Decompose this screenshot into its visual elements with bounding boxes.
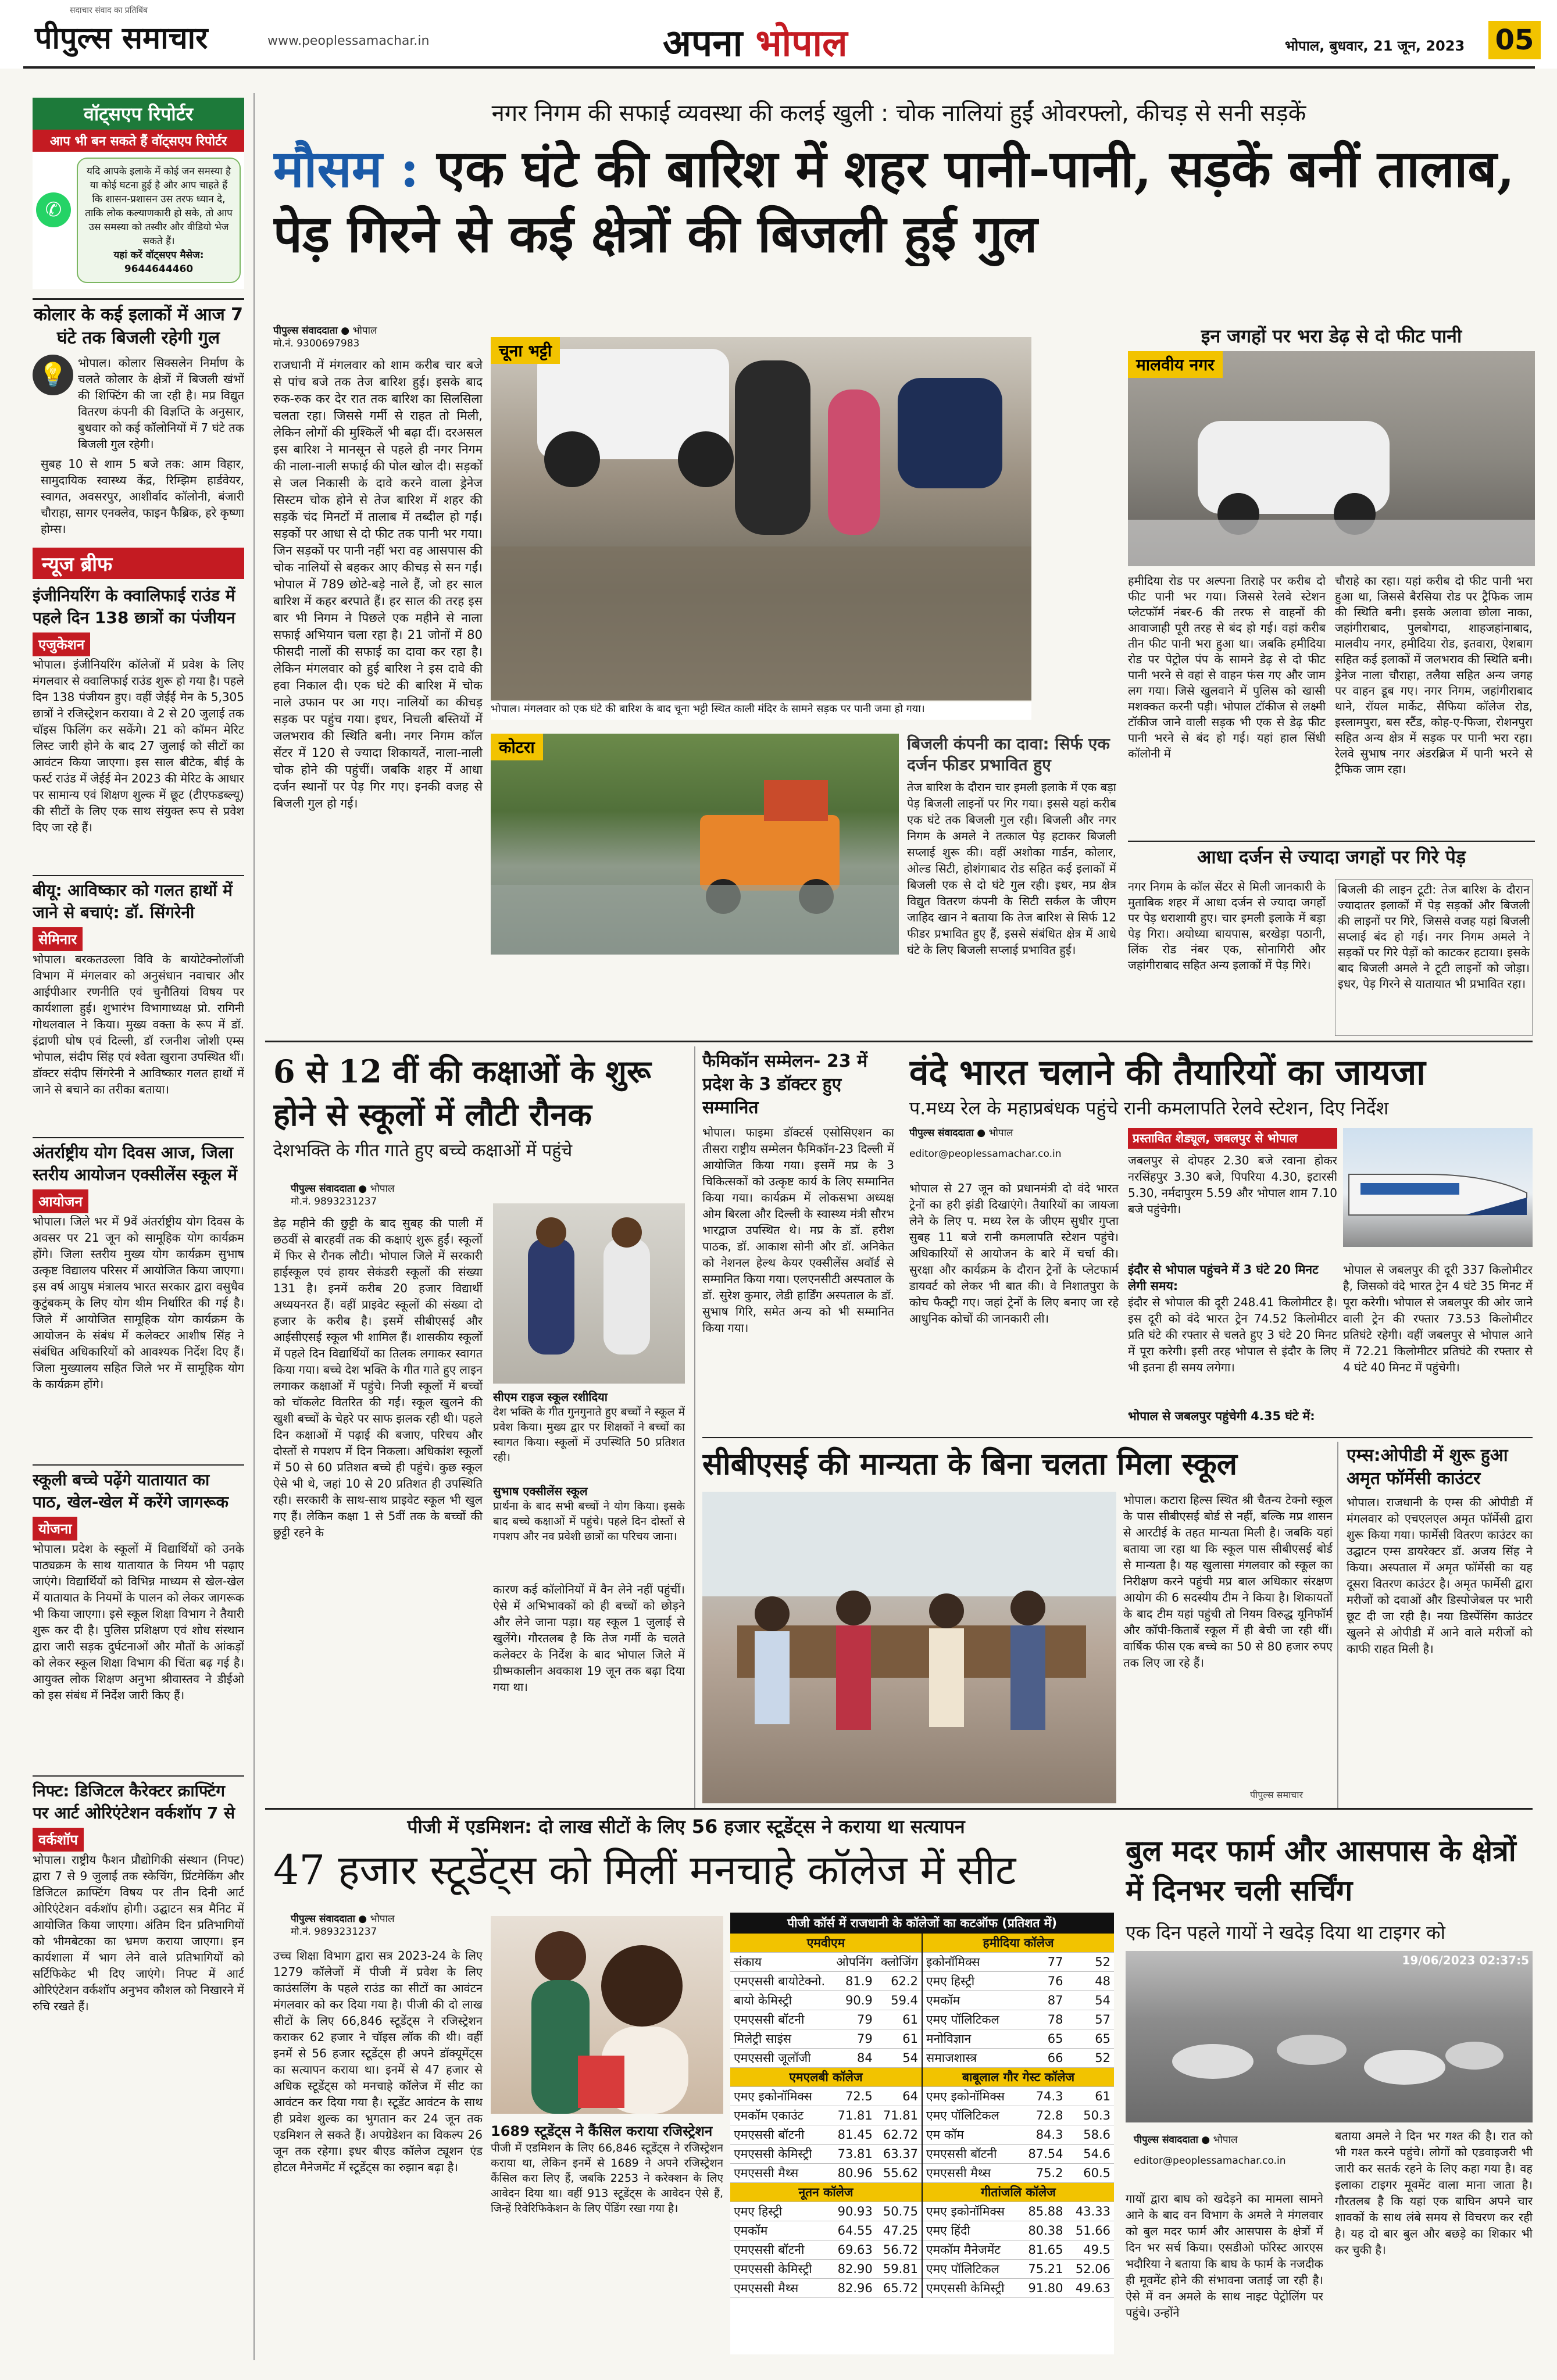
brief3-headline: अंतर्राष्ट्रीय योग दिवस आज, जिला स्तरीय आयोजन एक्सीलेंस स्कूल में [33,1143,238,1184]
cutoff-row [923,2240,1114,2260]
cutoff-row [923,1991,1114,2010]
cutoff-closing: 55.62 [876,2164,922,2183]
cutoff-course: एम कॉम [923,2125,1019,2145]
cutoff-row [923,2010,1114,2029]
brief5-tag: वर्कशॉप [33,1828,84,1852]
brief2-tag: सेमिनार [33,927,83,951]
cutoff-closing: 61 [1067,2087,1115,2106]
masthead-rule [23,66,1535,69]
cutoff-section-label: बाबूलाल गौर गेस्ट कॉलेज [923,2068,1114,2087]
power-cut-body: भोपाल। कोलार सिक्सलेन निर्माण के चलते कोलार के क्षेत्रों में बिजली खंभों की शिफ्टिंग की जा रही है। मप्र विद्युत वितरण कंपनी की विज्ञप्ति के अनुसार, बुधवार को कई कॉलोनियों में 7 घंटे तक बिजली गुल रहेगी। [78,356,244,451]
excellence-body: प्रार्थना के बाद सभी बच्चों ने योग किया। इसके बाद बच्चे कक्षाओं में पहुंचे। पहले दिन दोस्तों से गपशप और नव प्रवेशी छात्रों का परिचय जाना। [493,1500,685,1543]
power-cut-story [33,298,244,537]
whatsapp-box [33,98,244,289]
photo-malviya-nagar [1128,351,1535,566]
photo-choona-bhatti [491,337,1031,701]
cutoff-course: एमएससी मैथ्स [730,2279,831,2298]
cutoff-opening: 85.88 [1019,2202,1066,2221]
photo-cbse-school [702,1492,1116,1803]
brief1-body: भोपाल। इंजीनियरिंग कॉलेजों में प्रवेश के लिए मंगलवार से क्वालिफाई राउंड शुरू हो गया है। पहले दिन 138 पंजीयन हुए। वहीं जेईई मेन के 5,305 छात्रों ने रजिस्ट्रेशन कराया। वे 2 से 20 जुलाई तक चॉइस फिलिंग कर सकेंगे। 21 को कॉमन मेरिट लिस्ट जारी होने के बाद 27 जुलाई को सीटों का आवंटन किया जाएगा। इस साल बीटेक, बीई के फर्स्ट राउंड में जेईई मेन 2023 की मेरिट के आधार पर सामान्य एवं शिक्षण शुल्क में छूट (टीएफडब्ल्यू) की सीटों के लिए एक साथ संयुक्त रूप से प्रवेश दिए जा रहे हैं। [33,657,244,834]
cutoff-section-label: एमवीएम [730,1934,922,1953]
col-divider-aiims [1337,1442,1338,1808]
cutoff-course: एमकॉम [923,1991,1019,2010]
cutoff-closing: 47.25 [876,2221,922,2240]
cutoff-opening: 72.8 [1019,2106,1066,2125]
tiger-byline-place: भोपाल [1213,2134,1238,2146]
mid-rule [702,1437,1533,1438]
cutoff-opening: 71.81 [831,2106,876,2125]
cutoff-course: एमएससी मैथ्स [730,2164,831,2183]
pg-byline-name: पीपुल्स संवाददाता [291,1913,355,1925]
col-divider-schools [694,1046,695,1808]
cutoff-course: एमए हिंदी [923,2221,1019,2240]
cutoff-row [730,2049,922,2068]
cbse-photo-credit: पीपुल्स समाचार [1250,1789,1304,1800]
cutoff-row [730,2202,922,2221]
dateline: भोपाल, बुधवार, 21 जून, 2023 [1285,38,1465,54]
cutoff-row [730,2221,922,2240]
cutoff-opening: 80.38 [1019,2221,1066,2240]
cutoff-closing: 58.6 [1067,2125,1115,2145]
cutoff-row [923,2279,1114,2298]
tiger-subhead: एक दिन पहले गायों ने खदेड़ दिया था टाइगर को [1126,1921,1445,1943]
vande-email[interactable]: editor@peoplessamachar.co.in [909,1148,1062,1160]
cutoff-row [923,2145,1114,2164]
schools-headline: 6 से 12 वीं की कक्षाओं के शुरू होने से स्कूलों में लौटी रौनक [273,1053,651,1133]
brief3-body: भोपाल। जिले भर में 9वें अंतर्राष्ट्रीय योग दिवस के अवसर पर 21 जून को सामूहिक योग कार्यक्रम होंगे। जिला स्तरीय मुख्य योग कार्यक्रम सुभाष उत्कृष्ट विद्यालय परिसर में आयोजित किया जाएगा। इस वर्ष आयुष मंत्रालय भारत सरकार द्वारा वसुधैव कुटुंबकम् के लिए योग थीम निर्धारित की गई है। जिले में आयोजित सामूहिक योग कार्यक्रम के आयोजन के संबंध में कलेक्टर आशीष सिंह ने संबंधित अधिकारियों को आवश्यक निर्देश दिए हैं। जिला मुख्यालय सहित जिले भर में सामूहिक योग के कार्यक्रम होंगे। [33,1214,244,1391]
cutoff-row [923,2221,1114,2240]
photo-kotra [491,734,899,955]
power-claim [907,734,1116,1036]
photo-school-students [493,1203,685,1384]
cutoff-opening: 82.90 [831,2260,876,2279]
water-body-1: हमीदिया रोड पर अल्पना तिराहे पर करीब दो फीट पानी भर गया। जिससे रेलवे स्टेशन प्लेटफॉर्म नंबर-6 की तरफ से वाहनों की आवाजाही पूरी तरह से बंद हो गई। वहां करीब तीन फीट पानी भरा हुआ था। जबकि हमीदिया रोड पर पेट्रोल पंप के सामने डेढ़ से दो फीट पानी भरने से वहां से वाहन फंस गए और जाम लग गया। जिसे खुलवाने में पुलिस को खासी मशक्कत करनी पड़ी। भोपाल टॉकीज से लक्ष्मी टॉकीज जाने वाली सड़क भी एक से डेढ़ फीट पानी भरने से बंद हो गई। यहां हाल सिंधी कॉलोनी में [1128,574,1326,760]
tiger-body-2: बताया अमले ने दिन भर गश्त की है। रात को भी गश्त करने पहुंचे। लोगों को एडवाइजरी भी जारी कर सतर्क रहने के लिए कहा गया है। वह इलाका टाइगर मूवमेंट वाला माना जाता है। गौरतलब है कि यहां एक बाघिन अपने चार शावकों के साथ लंबे समय से विचरण कर रही है। यह दो बार बुल और बछड़े का शिकार भी कर चुकी है। [1335,2129,1533,2257]
cutoff-course: एमकॉम मैनेजमेंट [923,2240,1019,2260]
cutoff-closing: 51.66 [1067,2221,1115,2240]
cutoff-course: एमएससी बॉटनी [730,2010,831,2029]
section-title-b: भोपाल [755,22,848,65]
schools-byline: पीपुल्स संवाददाता ● भोपाल मो.नं. 9893231237 [291,1182,488,1208]
pg-byline-place: भोपाल [370,1913,395,1925]
photo-malviya-art [1128,351,1535,566]
cutoff-opening: 79 [831,2010,876,2029]
cutoff-section-row [923,2068,1114,2087]
pg-caption-head: 1689 स्टूडेंट्स ने कैंसिल कराया रजिस्ट्रेशन [491,2123,713,2139]
cutoff-table-col1 [730,1934,922,2298]
vande-subhead: प.मध्य रेल के महाप्रबंधक पहुंचे रानी कमलापति रेलवे स्टेशन, दिए निर्देश [909,1097,1389,1119]
schools-body-2: कारण कई कॉलोनियों में वैन लेने नहीं पहुंचीं। ऐसे में अभिभावकों को ही बच्चों को छोड़ने और लेने जाना पड़ा। यह स्कूल 1 जुलाई से खुलेंगे। गौरतलब है कि तेज गर्मी के चलते कलेक्टर के निर्देश के बाद भोपाल जिले में ग्रीष्मकालीन अवकाश 19 जून तक बढ़ा दिया गया था। [493,1582,685,1694]
cutoff-closing: 50.3 [1067,2106,1115,2125]
cbse-body: भोपाल। कटारा हिल्स स्थित श्री चैतन्य टेक्नो स्कूल के पास सीबीएसई बोर्ड से नहीं, बल्कि मप्र शासन से आरटीई के तहत मान्यता मिली है। जबकि यहां बताया जा रहा था कि स्कूल पास सीबीएसई बोर्ड से मान्यता है। यह खुलासा मंगलवार को स्कूल का निरीक्षण करने पहुंची मप्र बाल अधिकार संरक्षण आयोग की 6 सदस्यीय टीम ने किया है। शिकायतों के बाद टीम यहां पहुंची तो नियम विरुद्ध यूनिफॉर्म और कॉपी-किताबें स्कूल में ही बेची जा रही थीं। वार्षिक फीस एक बच्चे का 50 से 80 हजार रुपए तक लिए जा रहे हैं। [1123,1493,1333,1670]
brief4-body: भोपाल। प्रदेश के स्कूलों में विद्यार्थियों को उनके पाठ्यक्रम के साथ यातायात के नियम भी पढ़ाए जाएंगे। विद्यार्थियों को विभिन्न माध्यम से खेल-खेल में यातायात के नियमों के पालन को लेकर जागरूक भी किया जाएगा। इसे स्कूल शिक्षा विभाग ने तैयारी शुरू कर दी है। पुलिस प्रशिक्षण एवं शोध संस्थान द्वारा जारी सड़क दुर्घटनाओं और मौतों के आंकड़ों को लेकर स्कूल शिक्षा विभाग की चिंता बढ़ गई है। आयुक्त लोक शिक्षण अनुभा श्रीवास्तव ने डीईओ को इस संबंध में निर्देश जारी किए हैं। [33,1542,244,1702]
whatsapp-cta: यहां करें वॉट्सएप मैसेज: [113,249,204,261]
cutoff-closing: 57 [1067,2010,1115,2029]
aiims-headline: एम्स:ओपीडी में शुरू हुआ अमृत फॉर्मेसी काउंटर [1347,1445,1508,1489]
lead-headline-tag: मौसम : [273,138,419,199]
power-cut-headline: कोलार के कई इलाकों में आज 7 घंटे तक बिजली रहेगी गुल [33,305,244,348]
cutoff-opening: 78 [1019,2010,1066,2029]
cutoff-opening: 82.96 [831,2279,876,2298]
cutoff-row [730,2125,922,2145]
cutoff-opening: 81.65 [1019,2240,1066,2260]
brief-yoga [33,1137,244,1457]
brief-bu [33,875,244,1130]
lead-mobile: मो.नं. 9300697983 [273,338,360,349]
tiger-byline: पीपुल्स संवाददाता ● भोपाल editor@peoplessamachar.co.in [1134,2134,1331,2167]
cutoff-closing: 48 [1067,1972,1115,1991]
schools-byline-place: भोपाल [370,1183,395,1195]
cutoff-row [730,2164,922,2183]
cutoff-course: मनोविज्ञान [923,2029,1019,2049]
photo-cows-art [1126,1951,1533,2122]
pg-headline: 47 हजार स्टूडेंट्स को मिलीं मनचाहे कॉलेज में सीट [273,1846,1016,1894]
cutoff-closing: 52 [1067,1953,1115,1972]
cutoff-closing: 62.72 [876,2125,922,2145]
cutoff-opening: 69.63 [831,2240,876,2260]
cutoff-section-row [730,2068,922,2087]
cutoff-opening: 73.81 [831,2145,876,2164]
cutoff-section-row [730,1934,922,1953]
cutoff-row [730,1991,922,2010]
excellence-head: सुभाष एक्सीलेंस स्कूल [493,1484,588,1498]
schedule-tag: प्रस्तावित शेड्यूल, जबलपुर से भोपाल [1128,1128,1337,1149]
cutoff-course: एमएससी केमिस्ट्री [730,2145,831,2164]
cutoff-course: संकाय [730,1953,831,1972]
cutoff-course: एमए इकोनॉमिक्स [923,2202,1019,2221]
schools-subhead: देशभक्ति के गीत गाते हुए बच्चे कक्षाओं में पहुंचे [273,1141,573,1161]
cutoff-closing: 60.5 [1067,2164,1115,2183]
brief2-headline: बीयू: आविष्कार को गलत हाथों में जाने से बचाएं: डॉ. सिंगरेनी [33,881,233,922]
cutoff-opening: 87.54 [1019,2145,1066,2164]
photo2-tag: कोटरा [491,734,543,760]
cutoff-row [730,2145,922,2164]
cutoff-closing: 62.2 [876,1972,922,1991]
cutoff-course: एमए इकोनॉमिक्स [730,2087,831,2106]
cutoff-row [730,1953,922,1972]
cutoff-closing: 43.33 [1067,2202,1115,2221]
vande-schedule [1128,1128,1337,1238]
vande-train-art [1343,1128,1533,1247]
cutoff-row [730,2106,922,2125]
cutoff-opening: 64.55 [831,2221,876,2240]
cutoff-opening: 75.21 [1019,2260,1066,2279]
photo-cows-field [1126,1951,1533,2122]
cutoff-course: मिलेट्री साइंस [730,2029,831,2049]
cutoff-course: एमकॉम [730,2221,831,2240]
vande-timing [1128,1262,1337,1424]
whatsapp-subtitle: आप भी बन सकते हैं वॉट्सएप रिपोर्टर [33,130,244,152]
photo-student-woman [491,1916,723,2114]
cutoff-opening: 91.80 [1019,2279,1066,2298]
brief3-tag: आयोजन [33,1189,88,1213]
lead-headline [273,136,1529,266]
photo-vande-train [1343,1128,1533,1247]
power-cut-list: सुबह 10 से शाम 5 बजे तक: आम विहार, सामुदायिक स्वास्थ्य केंद्र, रिम्झिम हार्डवेयर, स्वागत, अवसरपुर, आशीर्वाद कॉलोनी, बंजारी चौराहा, सागर एनक्लेव, फाइन फैब्रिक, हरे कृष्णा होम्स। [41,457,244,536]
cutoff-course: एमए इकोनॉमिक्स [923,2087,1019,2106]
lead-byline-place: भोपाल [352,325,377,337]
cutoff-closing: 54 [876,2049,922,2068]
cutoff-closing: 61 [876,2010,922,2029]
cutoff-course: एमएससी बॉटनी [923,2145,1019,2164]
cutoff-course: समाजशास्त्र [923,2049,1019,2068]
tiger-body-1: गायों द्वारा बाघ को खदेड़ने का मामला सामने आने के बाद वन विभाग के अमले ने मंगलवार को बुल मदर फार्म और आसपास के क्षेत्रों में दिन भर सर्च किया। एसडीओ फॉरेस्ट आरएस भदौरिया ने बताया कि बाघ के फार्म के नजदीक ही मूवमेंट होने की संभावना जताई जा रही है। ऐसे में वन अमले के साथ नाइट पेट्रोलिंग पर पहुंचे। उन्होंने [1126,2192,1323,2320]
sidebar [33,98,244,2353]
brief1-tag: एजुकेशन [33,632,90,656]
whatsapp-body: यदि आपके इलाके में कोई जन समस्या है या कोई घटना हुई है और आप चाहते हैं कि शासन-प्रशासन उस तरफ ध्यान दे, ताकि लोक कल्याणकारी हो सके, तो आप उस समस्या को तस्वीर और वीडियो भेज सकते हैं। [85,166,233,247]
cutoff-opening: 80.96 [831,2164,876,2183]
tiger-byline-name: पीपुल्स संवाददाता [1134,2134,1198,2146]
cutoff-closing: क्लोजिंग [876,1953,922,1972]
schedule-text: जबलपुर से दोपहर 2.30 बजे रवाना होकर नरसिंहपुर 3.30 बजे, पिपरिया 4.30, इटारसी 5.30, नर्मदापुरम 5.59 और भोपाल शाम 7.10 बजे पहुंचेगी। [1128,1153,1337,1216]
cutoff-row [730,2260,922,2279]
cutoff-section-label: एमएलबी कॉलेज [730,2068,922,2087]
cutoff-closing: 59.81 [876,2260,922,2279]
cutoff-section-row [923,1934,1114,1953]
photo-school-art [493,1203,685,1384]
cutoff-opening: 65 [1019,2029,1066,2049]
cutoff-closing: 65 [1067,2029,1115,2049]
cutoff-row [923,1972,1114,1991]
cutoff-closing: 50.75 [876,2202,922,2221]
brief5-body: भोपाल। राष्ट्रीय फैशन प्रौद्योगिकी संस्थान (निफ्ट) द्वारा 7 से 9 जुलाई तक स्केचिंग, प्रिंटमेकिंग और डिजिटल क्राफ्टिंग विषय पर तीन दिनी आर्ट ओरिएंटेशन वर्कशॉप होगी। उद्घाटन सत्र मैनिट में आयोजित किया जाएगा। अंतिम दिन प्रतिभागियों को भीमबेटका का भ्रमण कराया जाएगा। इन कार्यशाला में भाग लेने वाले प्रतिभागियों को सर्टिफिकेट भी दिए जाएंगे। निफ्ट में आर्ट ओरिएंटेशन वर्कशॉप अनुभव कौशल को निखारने में रुचि रखते हैं। [33,1853,244,2013]
pharma-headline: फैमिकॉन सम्मेलन- 23 में प्रदेश के 3 डॉक्टर हुए सम्मानित [702,1051,867,1118]
timing-body: इंदौर से भोपाल की दूरी 248.41 किलोमीटर है। इस दूरी को वंदे भारत ट्रेन 74.52 किलोमीटर प्रति घंटे की रफ्तार से चलते हुए 3 घंटे 20 मिनट में पूरा करेगी। इसी तरह भोपाल से इंदौर के लिए भी इतना ही समय लगेगा। [1128,1295,1337,1374]
jabalpur-head: भोपाल से जबलपुर पहुंचेगी 4.35 घंटे में: [1128,1409,1315,1423]
cutoff-course: एमए हिस्ट्री [923,1972,1019,1991]
pg-caption-body: पीजी में एडमिशन के लिए 66,846 स्टूडेंट्स ने रजिस्ट्रेशन कराया था, लेकिन इनमें से 1689 ने अपने रजिस्ट्रेशन कैंसिल करा लिए हैं, जबकि 2253 ने करेक्शन के लिए आवेदन दिया था। वहीं 913 स्टूडेंट्स के आवेदन ऐसे हैं, जिन्हें रिवेरिफिकेशन के लिए पेंडिंग रखा गया है। [491,2142,723,2215]
cutoff-closing: 56.72 [876,2240,922,2260]
school-caption-body: देश भक्ति के गीत गुनगुनाते हुए बच्चों ने स्कूल में प्रवेश किया। मुख्य द्वार पर शिक्षकों ने बच्चों का स्वागत किया। स्कूलों में उपस्थिति 50 प्रतिशत रही। [493,1406,685,1464]
cutoff-row [923,2029,1114,2049]
lead-headline-text: एक घंटे की बारिश में शहर पानी-पानी, सड़कें बनीं तालाब, पेड़ गिरने से कई क्षेत्रों की बिजली हुई गुल [273,138,1515,264]
school-photo-caption [493,1389,685,1574]
photo-timestamp: 19/06/2023 02:37:5 [1402,1953,1529,1967]
cutoff-row [923,2106,1114,2125]
cutoff-course: इकोनॉमिक्स [923,1953,1019,1972]
cutoff-section-row [923,2183,1114,2202]
cutoff-course: एमएससी मैथ्स [923,2164,1019,2183]
lower-rule [265,1808,1533,1810]
cutoff-course: एमकॉम एकाउंट [730,2106,831,2125]
cutoff-opening: 75.2 [1019,2164,1066,2183]
pharma-body: भोपाल। फाइमा डॉक्टर्स एसोसिएशन का तीसरा राष्ट्रीय सम्मेलन फैमिकॉन-23 दिल्ली में आयोजित किया गया। इसमें मप्र के 3 चिकित्सकों को उत्कृष्ट कार्य के लिए सम्मानित किया गया। कार्यक्रम में लोकसभा अध्यक्ष ओम बिरला और दिल्ली के स्वास्थ्य मंत्री सौरभ भारद्वाज उपस्थित थे। मप्र के डॉ. हरीश पाठक, डॉ. आकाश सोनी और डॉ. अनिकेत को नेशनल हेल्थ केयर एक्सीलेंस अवॉर्ड से सम्मानित किया गया। एलएनसीटी अस्पताल के डॉ. सुरेश कुमार, लेडी हार्डिंग अस्पताल के डॉ. सुभाष गिरि, समेत अन्य को भी सम्मानित किया गया। [702,1125,894,1335]
cutoff-opening: 74.3 [1019,2087,1066,2106]
cutoff-opening: 79 [831,2029,876,2049]
cutoff-closing: 65.72 [876,2279,922,2298]
cutoff-course: एमए पॉलिटिकल [923,2010,1019,2029]
cutoff-closing: 71.81 [876,2106,922,2125]
whatsapp-icon: ✆ [36,192,71,227]
photo-cbse-art [702,1492,1116,1803]
vande-body: भोपाल से 27 जून को प्रधानमंत्री दो वंदे भारत ट्रेनों का हरी झंडी दिखाएंगे। तैयारियों का जायजा लेने के लिए प. मध्य रेल के जीएम सुधीर गुप्ता सुबह 11 बजे रानी कमलापति स्टेशन पहुंचे। अधिकारियों से आयोजन के बारे में चर्चा की। सुरक्षा और कार्यक्रम के दौरान ट्रेनों के प्लेटफार्म डायवर्ट को लेकर भी बात की। वे निशातपुरा के कोच फैक्ट्री गए। जहां ट्रेनों के लिए बनाए जा रहे आधुनिक कोचों की जानकारी ली। [909,1181,1119,1325]
section-title [663,16,848,67]
lead-kicker: नगर निगम की सफाई व्यवस्था की कलई खुली : चोक नालियां हुईं ओवरफ्लो, कीचड़ से सनी सड़कें [491,100,1306,127]
vande-byline: पीपुल्स संवाददाता ● भोपाल editor@peoplessamachar.co.in [909,1127,1119,1160]
tree-headline: आधा दर्जन से ज्यादा जगहों पर गिरे पेड़ [1128,841,1535,870]
cutoff-section-row [730,2183,922,2202]
tiger-email[interactable]: editor@peoplessamachar.co.in [1134,2155,1286,2167]
cutoff-closing: 52 [1067,2049,1115,2068]
cutoff-course: एमए पॉलिटिकल [923,2260,1019,2279]
cutoff-opening: 81.45 [831,2125,876,2145]
cutoff-closing: 52.06 [1067,2260,1115,2279]
tiger-headline: बुल मदर फार्म और आसपास के क्षेत्रों में दिनभर चली सर्चिंग [1126,1834,1516,1907]
cutoff-table [730,1913,1114,2354]
lead-body: राजधानी में मंगलवार को शाम करीब चार बजे से पांच बजे तक तेज बारिश हुई। इसके बाद रुक-रुक कर देर रात तक बारिश का सिलसिला चलता रहा। जिससे गर्मी से राहत तो मिली, लेकिन लोगों की मुश्किलें भी बढ़ा दीं। दरअसल इस बारिश ने मानसून से पहले ही नगर निगम की नाला-नाली सफाई की पोल खोल दी। सड़कों से जल निकासी के दावे करने वाला ड्रेनेज सिस्टम चोक होने से तेज बारिश में शहर की सड़कें चंद मिनटों में तालाब में तब्दील हो गईं। सड़कों पर आधा से दो फीट तक पानी भर गया। जिन सड़कों पर पानी नहीं भरा वह आसपास की चोक नालियों से बहकर आए कीचड़ से सन गईं। भोपाल में 789 छोटे-बड़े नाले हैं, जो हर साल बारिश में कहर बरपाते हैं। हर साल की तरह इस बार भी निगम ने पिछले एक महीने से नाला सफाई अभियान चला रहा है। 21 जोनों में 80 फीसदी नालों की सफाई का दावा कर रहा है। लेकिन मंगलवार को हुई बारिश ने इस दावे की हवा निकाल दी। एक घंटे की बारिश में चोक नाले उफान पर आ गए। नालियों का कीचड़ सड़क पर पहुंच गया। इधर, निचली बस्तियों में जलभराव की स्थिति बनी। नगर निगम कॉल सेंटर में 120 से ज्यादा शिकायतें, नाला-नाली चोक होने की पहुंचीं। जबकि शहर में आधा दर्जन स्थानों पर पेड़ गिर गए। इनकी वजह से बिजली गुल हो गई। [273,358,483,810]
timing-head: इंदौर से भोपाल पहुंचने में 3 घंटे 20 मिनट लेगी समय: [1128,1263,1319,1293]
cutoff-opening: 84.3 [1019,2125,1066,2145]
vande-right-body: भोपाल से जबलपुर की दूरी 337 किलोमीटर है, जिसको वंदे भारत ट्रेन 4 घंटे 35 मिनट में पूरा करेगी। भोपाल से जबलपुर की ओर जाने वाली ट्रेन की रफ्तार 73.53 किलोमीटर प्रतिघंटे रहेगी। वहीं जबलपुर से भोपाल आने में 72.21 किलोमीटर प्रतिघंटे की रफ्तार से 4 घंटे 40 मिनट में पहुंचेगी। [1343,1263,1533,1374]
brand-tagline: सदाचार संवाद का प्रतिबिंब [70,6,148,15]
cutoff-section-label: गीतांजलि कॉलेज [923,2183,1114,2202]
whatsapp-title: वॉट्सएप रिपोर्टर [33,98,244,130]
cutoff-course: एमए पॉलिटिकल [923,2106,1019,2125]
power-claim-body: तेज बारिश के दौरान चार इमली इलाके में एक बड़ा पेड़ बिजली लाइनों पर गिर गया। इससे यहां करीब एक घंटे तक बिजली गुल रही। बिजली और नगर निगम के अमले ने तत्काल पेड़ हटाकर बिजली सप्लाई शुरू की। वहीं अशोका गार्डन, कोलार, ओल्ड सिटी, होशंगाबाद रोड सहित कई इलाकों में बिजली एक से दो घंटे गुल रही। इधर, मप्र क्षेत्र विद्युत वितरण कंपनी के सिटी सर्कल के जीएम जाहिद खान ने बताया कि तेज बारिश से सिर्फ 12 फीडर प्रभावित हुए हैं, इससे संबंधित क्षेत्र में आधे घंटे के लिए बिजली सप्लाई प्रभावित हुई। [907,780,1116,957]
vande-headline: वंदे भारत चलाने की तैयारियों का जायजा [909,1052,1426,1093]
cutoff-row [730,2010,922,2029]
cutoff-row [730,2240,922,2260]
cutoff-section-label: हमीदिया कॉलेज [923,1934,1114,1953]
cutoff-row [923,2049,1114,2068]
cutoff-opening: 77 [1019,1953,1066,1972]
schools-byline-name: पीपुल्स संवाददाता [291,1183,355,1195]
whatsapp-number[interactable]: 9644644460 [124,263,194,275]
brand-logo[interactable]: पीपुल्स समाचार [35,20,208,56]
whatsapp-bubble [77,158,241,283]
cutoff-opening: 87 [1019,1991,1066,2010]
cutoff-opening: 90.93 [831,2202,876,2221]
schools-body: डेढ़ महीने की छुट्टी के बाद सुबह की पाली में छठवीं से बारहवीं तक की कक्षाएं शुरू हुईं। स्कूलों में फिर से रौनक लौटी। भोपाल जिले में सरकारी हाईस्कूल एवं हायर सेकंडरी स्कूलों की संख्या 131 है। इनमें करीब 20 हजार विद्यार्थी अध्ययनरत हैं। वहीं प्राइवेट स्कूलों की संख्या दो हजार के करीब है। इसमें सीबीएसई और आईसीएसई स्कूल भी शामिल हैं। शासकीय स्कूलों में पहले दिन विद्यार्थियों का तिलक लगाकर स्वागत किया गया। बच्चे देश भक्ति के गीत गाते हुए लाइन लगाकर कक्षाओं में पहुंचे। निजी स्कूलों में बच्चों को चॉकलेट वितरित की गईं। स्कूल खुलने की खुशी बच्चों के चेहरे पर साफ झलक रही थी। पहले दिन कक्षाओं में पढ़ाई की बजाए, परिचय और दोस्तों से गपशप में दिन निकला। अधिकांश स्कूलों में 50 से 60 प्रतिशत बच्चे ही पहुंचे। कुछ स्कूल ऐसे भी थे, जहां 10 से 20 प्रतिशत ही उपस्थिति रही। सरकारी के साथ-साथ प्राइवेट स्कूल भी खुल गए हैं। लेकिन कक्षा 1 से 5वीं तक के बच्चों की छुट्टी रहने के [273,1216,483,1539]
pg-photo-caption [491,2122,723,2315]
photo1-tag: चूना भट्टी [491,337,560,364]
cutoff-closing: 64 [876,2087,922,2106]
cutoff-closing: 49.5 [1067,2240,1115,2260]
aiims-body: भोपाल। राजधानी के एम्स की ओपीडी में मंगलवार को एचएलएल अमृत फॉर्मेसी द्वारा शुरू किया गया। फार्मेसी वितरण काउंटर का उद्घाटन एम्स डायरेक्टर डॉ. अजय सिंह ने किया। अस्पताल में अमृत फॉर्मेसी का यह दूसरा वितरण काउंटर है। अमृत फार्मेसी द्वारा मरीजों को दवाओं और डिस्पोजेबल पर भारी छूट दी जा रही है। नया डिस्पेंसिंग काउंटर खुलने से ओपीडी में आने वाले मरीजों को काफी राहत मिली है। [1347,1495,1533,1656]
cutoff-opening: 84 [831,2049,876,2068]
cutoff-course: एमएससी बॉटनी [730,2125,831,2145]
cutoff-opening: 76 [1019,1972,1066,1991]
cutoff-course: एमएससी जूलॉजी [730,2049,831,2068]
cutoff-opening: 72.5 [831,2087,876,2106]
brief2-body: भोपाल। बरकतउल्ला विवि के बायोटेक्नोलॉजी विभाग में मंगलवार को अनुसंधान नवाचार और आईपीआर रणनीति एवं चुनौतियां विषय पर कार्यशाला हुई। शुभारंभ विभागाध्यक्ष प्रो. रागिनी गोथलवाल ने किया। मुख्य वक्ता के रूप में डॉ. इंद्राणी घोष एवं दिल्ली, डॉ रजनीश जोशी एम्स भोपाल, संदीप सिंह एवं श्वेता खुराना उपस्थित थीं। डॉक्टर संदीप सिंगरेनी ने आविष्कार गलत हाथों में जाने से बचाने का तरीका बताया। [33,952,244,1096]
photo3-tag: मालवीय नगर [1128,351,1223,378]
sidebar-divider [253,93,255,2360]
lead-byline: पीपुल्स संवाददाता ● भोपाल मो.नं. 9300697983 [273,324,483,350]
cutoff-row [730,2087,922,2106]
page-number: 05 [1488,21,1541,59]
photo1-caption: भोपाल। मंगलवार को एक घंटे की बारिश के बाद चूना भट्टी स्थित काली मंदिर के सामने सड़क पर पानी जमा हो गया। [491,702,1031,720]
cutoff-table-col2 [923,1934,1114,2298]
cutoff-row [923,2087,1114,2106]
brief-nift [33,1775,244,2063]
cutoff-opening: 66 [1019,2049,1066,2068]
cutoff-closing: 49.63 [1067,2279,1115,2298]
cutoff-course: एमएससी बॉटनी [730,2240,831,2260]
brief-traffic [33,1464,244,1768]
photo-student-art [491,1916,723,2114]
cutoff-course: बायो केमिस्ट्री [730,1991,831,2010]
vande-byline-place: भोपाल [988,1127,1013,1139]
masthead [0,0,1557,69]
brief-engineering [33,585,244,868]
pg-byline: पीपुल्स संवाददाता ● भोपाल मो.नं. 9893231237 [291,1913,488,1938]
cutoff-row [923,2202,1114,2221]
cutoff-closing: 54 [1067,1991,1115,2010]
cutoff-course: एमए हिस्ट्री [730,2202,831,2221]
brand-url[interactable]: www.peoplessamachar.in [267,34,430,48]
school-caption-head: सीएम राइज स्कूल रशीदिया [493,1390,608,1404]
cutoff-course: एमएससी केमिस्ट्री [730,2260,831,2279]
cutoff-closing: 54.6 [1067,2145,1115,2164]
brief1-headline: इंजीनियरिंग के क्वालिफाई राउंड में पहले दिन 138 छात्रों का पंजीयन [33,586,235,627]
cutoff-course: एमएससी बायोटेक्नो. [730,1972,831,1991]
photo-kotra-art [491,734,899,955]
pg-mobile: मो.नं. 9893231237 [291,1926,377,1938]
brief4-tag: योजना [33,1517,77,1541]
cutoff-row [923,1953,1114,1972]
cbse-headline: सीबीएसई की मान्यता के बिना चलता मिला स्कूल [702,1446,1238,1482]
news-brief-label: न्यूज ब्रीफ [33,548,244,579]
cutoff-table-title: पीजी कॉर्स में राजधानी के कॉलेजों का कटऑफ (प्रतिशत में) [730,1913,1114,1934]
cutoff-row [730,2279,922,2298]
pg-kicker: पीजी में एडमिशन: दो लाख सीटों के लिए 56 हजार स्टूडेंट्स ने कराया था सत्यापन [407,1816,965,1838]
cutoff-section-label: नूतन कॉलेज [730,2183,922,2202]
photo-choona-bhatti-art [491,337,1031,701]
vande-byline-name: पीपुल्स संवाददाता [909,1127,974,1139]
schools-mobile: मो.नं. 9893231237 [291,1196,377,1207]
cutoff-closing: 59.4 [876,1991,922,2010]
cutoff-opening: 81.9 [831,1972,876,1991]
cutoff-course: एमएससी केमिस्ट्री [923,2279,1019,2298]
cutoff-opening: 90.9 [831,1991,876,2010]
cutoff-opening: ओपनिंग [831,1953,876,1972]
cutoff-closing: 61 [876,2029,922,2049]
lead-byline-name: पीपुल्स संवाददाता [273,325,338,337]
section-title-a: अपना [663,22,743,65]
cutoff-row [923,2260,1114,2279]
cutoff-closing: 63.37 [876,2145,922,2164]
water-body-2: चौराहे का रहा। यहां करीब दो फीट पानी भरा हुआ था, जिससे बैरसिया रोड पर ट्रैफिक जाम की स्थिति बनी। इसके अलावा छोला नाका, जहांगीराबाद, पुलबोगदा, शाहजहांनाबाद, मालवीय नगर, हमीदिया रोड, इतवारा, ऐशबाग सहित कई इलाकों में जलभराव की स्थिति बनी। ड्रेनेज नाला चौराहा, तलैया सहित अन्य जगह पर वाहन डूब गए। नगर निगम, जहांगीराबाद थाने, रॉयल मार्केट, सैफिया कॉलेज रोड, इस्लामपुरा, बस स्टैंड, कोह-ए-फिजा, रोशनपुरा सहित अन्य क्षेत्र में सड़क पर पानी भरा रहा। रेलवे सुभाष नगर अंडरब्रिज में पानी भरने से ट्रैफिक जाम रहा। [1335,574,1533,776]
brief4-headline: स्कूली बच्चे पढ़ेंगे यातायात का पाठ, खेल-खेल में करेंगे जागरूक [33,1470,228,1511]
cutoff-row [730,1972,922,1991]
cutoff-row [923,2164,1114,2183]
tree-body-2: बिजली की लाइन टूटी: तेज बारिश के दौरान ज्यादातर इलाकों में पेड़ सड़कों और बिजली की लाइनों पर गिरे, जिससे वजह यहां बिजली सप्लाई बंद हो गई। नगर निगम अमले ने सड़कों पर गिरे पेड़ों को काटकर हटाया। इसके बाद बिजली अमले ने टूटी लाइनों को जोड़ा। इधर, पेड़ गिरने से यातायात भी प्रभावित रहा। [1335,879,1533,1036]
brief5-headline: निफ्ट: डिजिटल कैरेक्टर क्राफ्टिंग पर आर्ट ओरिएंटेशन वर्कशॉप 7 से [33,1781,235,1822]
pg-body: उच्च शिक्षा विभाग द्वारा सत्र 2023-24 के लिए 1279 कॉलेजों में पीजी में प्रवेश के लिए काउंसलिंग के पहले राउंड का सीटों का आवंटन मंगलवार को कर दिया गया है। पीजी की दो लाख सीटों के लिए 66,846 स्टूडेंट्स ने रजिस्ट्रेशन कराकर 62 हजार ने चॉइस लॉक की थी। वहीं इनमें से 56 हजार स्टूडेंट्स ही अपने डॉक्यूमेंट्स का सत्यापन कराया था। इनमें से 47 हजार से अधिक स्टूडेंट्स को मनचाहे कॉलेज में सीट का आवंटन कर दिया गया है। स्टूडेंट आवंटन के साथ ही प्रवेश शुल्क का भुगतान कर 24 जून तक एडमिशन ले सकते हैं। अपग्रेडेशन का विकल्प 26 जून तक रहेगा। इधर बीएड कॉलेज ट्यूशन एंड होटल मैनेजमेंट में स्टूडेंट्स का रुझान बढ़ा है। [273,1949,483,2174]
lead-bottom-rule [265,1041,1533,1042]
cutoff-row [730,2029,922,2049]
water-headline: इन जगहों पर भरा डेढ़ से दो फीट पानी [1201,325,1462,347]
cutoff-row [923,2125,1114,2145]
bulb-icon: 💡 [33,355,73,395]
tree-body-1: नगर निगम के कॉल सेंटर से मिली जानकारी के मुताबिक शहर में आधा दर्जन से ज्यादा जगहों पर पेड़ धराशायी हुए। चार इमली इलाके में बड़ा पेड़ गिरा। अयोध्या बायपास, बरखेड़ा पठानी, लिंक रोड नंबर एक, सोनागिरी और जहांगीराबाद सहित अन्य इलाकों में पेड़ गिरे। [1128,880,1326,972]
power-claim-headline: बिजली कंपनी का दावा: सिर्फ एक दर्जन फीडर प्रभावित हुए [907,734,1110,774]
